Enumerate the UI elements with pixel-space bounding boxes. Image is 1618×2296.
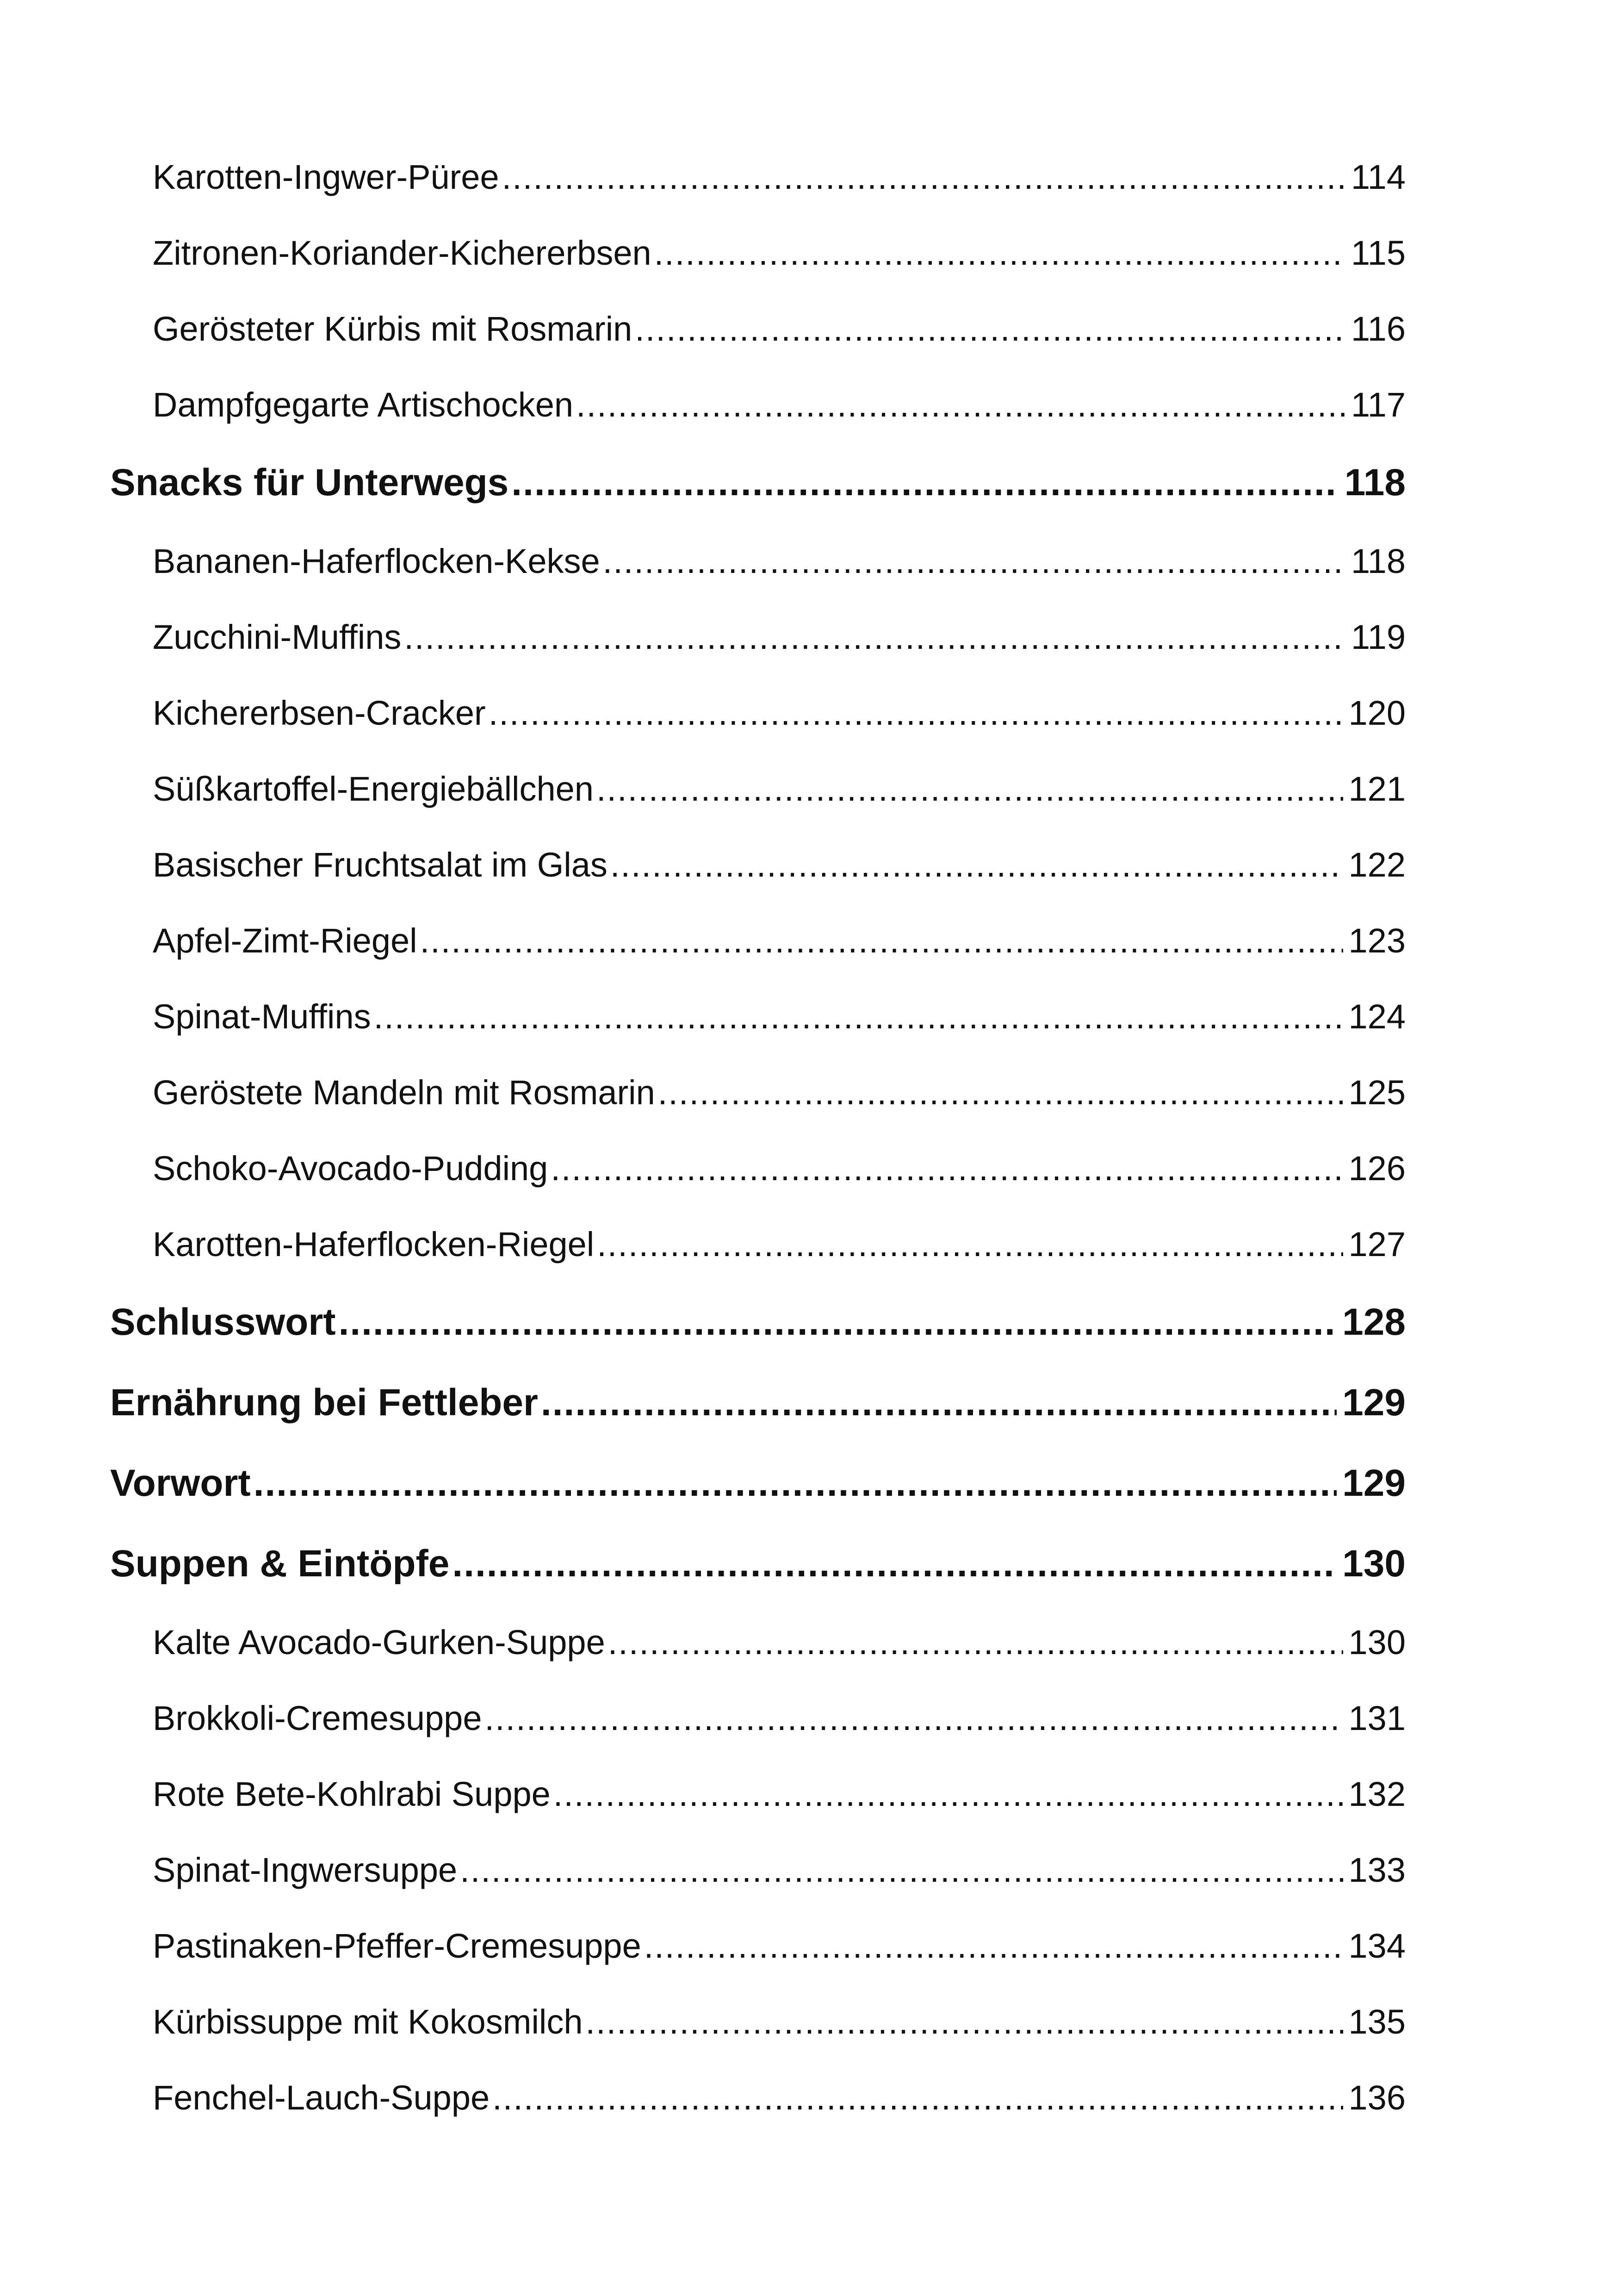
toc-leader-dots [597,1225,1343,1264]
toc-chapter-entry[interactable] [110,1462,1406,1542]
toc-entry-title: Rote Bete-Kohlrabi Suppe [153,1775,551,1813]
toc-leader-dots [551,1149,1343,1188]
toc-entry[interactable] [110,1623,1406,1699]
toc-entry-page: 136 [1348,2078,1406,2117]
toc-leader-dots [603,541,1345,581]
toc-entry[interactable] [110,845,1406,921]
toc-entry-page: 114 [1351,158,1406,196]
toc-leader-dots [485,1699,1343,1738]
toc-entry-page: 130 [1348,1623,1406,1661]
toc-leader-dots [404,617,1345,657]
toc-entry-page: 120 [1348,694,1406,732]
toc-chapter-entry[interactable] [110,461,1406,541]
toc-chapter-page: 118 [1344,461,1406,504]
toc-chapter-title: Ernährung bei Fettleber [110,1381,538,1424]
toc-leader-dots [553,1774,1343,1814]
toc-chapter-title: Schlusswort [110,1301,336,1343]
toc-entry-title: Dampfgegarte Artischocken [153,386,574,424]
toc-entry-title: Geröstete Mandeln mit Rosmarin [153,1073,655,1112]
toc-chapter-entry[interactable] [110,1381,1406,1462]
toc-entry[interactable] [110,693,1406,769]
toc-entry-page: 118 [1351,542,1406,580]
toc-entry-title: Karotten-Haferflocken-Riegel [153,1225,595,1263]
toc-entry[interactable] [110,2002,1406,2078]
toc-entry-title: Spinat-Muffins [153,997,371,1036]
toc-leader-dots [596,769,1343,809]
toc-entry-page: 134 [1348,1927,1406,1965]
toc-entry-title: Süßkartoffel-Energiebällchen [153,770,594,808]
toc-leader-dots [502,157,1345,197]
toc-leader-dots [654,233,1345,273]
toc-chapter-title: Snacks für Unterwegs [110,461,509,504]
toc-entry-title: Schoko-Avocado-Pudding [153,1149,548,1188]
toc-leader-dots [511,461,1339,504]
toc-leader-dots [460,1850,1343,1890]
toc-leader-dots [489,693,1343,733]
toc-entry-page: 115 [1351,234,1406,272]
toc-chapter-page: 128 [1342,1301,1406,1343]
toc-entry-page: 124 [1348,997,1406,1036]
toc-entry-page: 126 [1348,1149,1406,1188]
toc-entry-title: Basischer Fruchtsalat im Glas [153,846,608,884]
toc-chapter-title: Suppen & Eintöpfe [110,1543,450,1585]
toc-chapter-page: 129 [1342,1381,1406,1424]
toc-entry-page: 127 [1348,1225,1406,1263]
toc-entry-page: 135 [1348,2003,1406,2041]
toc-leader-dots [452,1542,1337,1586]
toc-leader-dots [492,2078,1343,2117]
toc-entry-page: 117 [1351,386,1406,424]
toc-leader-dots [585,2002,1343,2041]
toc-entry-page: 123 [1348,921,1406,960]
toc-entry-title: Bananen-Haferflocken-Kekse [153,542,600,580]
toc-entry-page: 125 [1348,1073,1406,1112]
toc-chapter-entry[interactable] [110,1300,1406,1381]
table-of-contents [110,157,1406,2154]
toc-leader-dots [610,845,1343,884]
toc-leader-dots [420,921,1343,960]
toc-entry[interactable] [110,1926,1406,2002]
toc-entry-title: Spinat-Ingwersuppe [153,1851,458,1889]
toc-entry[interactable] [110,1774,1406,1850]
toc-entry-page: 122 [1348,846,1406,884]
toc-entry-title: Gerösteter Kürbis mit Rosmarin [153,310,632,348]
toc-entry[interactable] [110,997,1406,1073]
toc-entry-page: 119 [1351,618,1406,656]
toc-chapter-title: Vorwort [110,1462,251,1504]
toc-leader-dots [254,1462,1337,1505]
toc-entry-title: Zitronen-Koriander-Kichererbsen [153,234,651,272]
toc-entry[interactable] [110,1699,1406,1774]
toc-leader-dots [658,1073,1343,1112]
toc-entry[interactable] [110,541,1406,617]
toc-leader-dots [541,1381,1337,1425]
toc-entry-page: 133 [1348,1851,1406,1889]
toc-entry-page: 116 [1351,310,1406,348]
toc-entry-title: Fenchel-Lauch-Suppe [153,2078,490,2117]
toc-entry-title: Kürbissuppe mit Kokosmilch [153,2003,583,2041]
toc-entry-page: 132 [1348,1775,1406,1813]
toc-chapter-page: 129 [1342,1462,1406,1504]
toc-entry[interactable] [110,769,1406,845]
toc-entry[interactable] [110,1149,1406,1225]
toc-entry-title: Pastinaken-Pfeffer-Cremesuppe [153,1927,641,1965]
toc-leader-dots [374,997,1343,1036]
toc-leader-dots [644,1926,1343,1966]
toc-entry-title: Apfel-Zimt-Riegel [153,921,417,960]
toc-entry[interactable] [110,233,1406,309]
toc-entry[interactable] [110,157,1406,233]
toc-entry[interactable] [110,1073,1406,1149]
toc-entry[interactable] [110,617,1406,693]
toc-entry[interactable] [110,385,1406,461]
toc-chapter-entry[interactable] [110,1542,1406,1623]
toc-chapter-page: 130 [1342,1543,1406,1585]
toc-leader-dots [339,1300,1337,1344]
toc-entry[interactable] [110,1850,1406,1926]
toc-entry-title: Kichererbsen-Cracker [153,694,486,732]
toc-entry-title: Brokkoli-Cremesuppe [153,1699,482,1737]
toc-entry[interactable] [110,309,1406,385]
toc-entry-title: Zucchini-Muffins [153,618,402,656]
toc-entry-page: 121 [1348,770,1406,808]
toc-entry[interactable] [110,921,1406,997]
toc-entry-title: Karotten-Ingwer-Püree [153,158,499,196]
toc-entry[interactable] [110,1225,1406,1300]
toc-entry[interactable] [110,2078,1406,2154]
toc-leader-dots [576,385,1345,424]
toc-entry-page: 131 [1348,1699,1406,1737]
toc-leader-dots [635,309,1345,348]
toc-entry-title: Kalte Avocado-Gurken-Suppe [153,1623,605,1661]
toc-leader-dots [608,1623,1343,1662]
